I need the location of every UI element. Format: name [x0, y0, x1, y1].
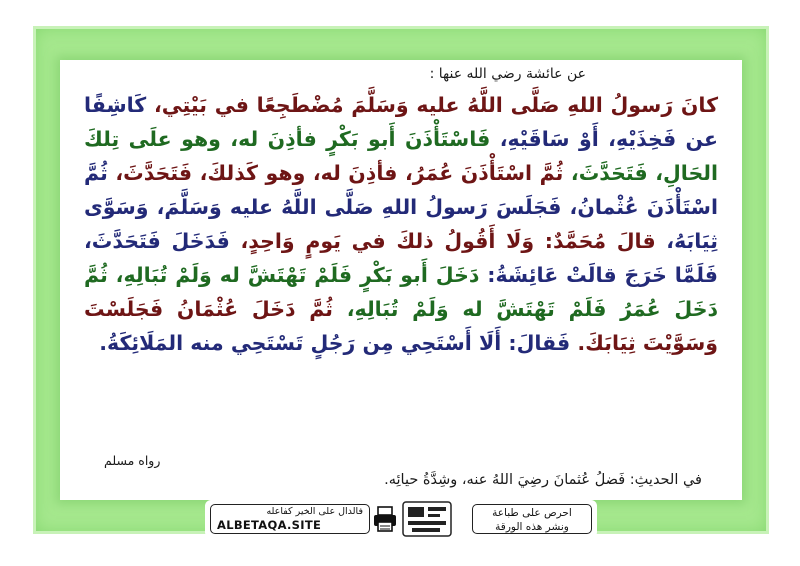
- narrator-label: رواه مسلم: [104, 453, 161, 468]
- content-panel: [60, 60, 742, 500]
- printer-icon: [372, 505, 398, 533]
- dawa-logo: [402, 501, 452, 537]
- hadith-segment: ثُمَّ دَخَلَ عُثْمَانُ فَجَلَسْتَ وَسَوَّيْتَ ثِيَابَكَ.: [84, 297, 718, 355]
- hadith-segment: قالَ مُحَمَّدٌ: وَلَا أَقُولُ ذلكَ في يَومٍ وَاحِدٍ،: [229, 229, 656, 253]
- footer-site-box: [210, 504, 370, 534]
- print-notice-line-2: ونشر هذه الورقة: [495, 521, 569, 533]
- hadith-segment: فَاسْتَأْذَنَ أَبو بَكْرٍ فأذِنَ له، وهو علَى تِلكَ الحَالِ، فَتَحَدَّثَ،: [84, 127, 719, 185]
- hadith-segment: فَدَخَلَ فَتَحَدَّثَ، فَلَمَّا خَرَجَ قالَتْ عَائِشَةُ:: [84, 229, 718, 287]
- hadith-segment: فَقالَ: أَلَا أَسْتَحِي مِن رَجُلٍ تَسْتَحِي منه المَلَائِكَةُ.: [99, 331, 571, 355]
- hadith-segment: كَاشِفًا عن فَخِذَيْهِ، أَوْ سَاقَيْهِ،: [84, 93, 718, 151]
- footer-print-notice: [472, 504, 592, 534]
- hadith-segment: ثُمَّ اسْتَأْذَنَ عُمَرُ، فأذِنَ له، وهو كَذلكَ، فَتَحَدَّثَ،: [107, 161, 564, 185]
- hadith-lesson: في الحديثِ: فَضلُ عُثمانَ رضِيَ اللهُ عنه، وشِدَّةُ حيائِه.: [384, 472, 702, 488]
- print-notice-line-1: احرص على طباعة: [492, 507, 572, 519]
- hadith-source-line: عن عائشة رضي الله عنها :: [429, 66, 586, 82]
- hadith-segment: كانَ رَسولُ اللهِ صَلَّى اللَّهُ عليه وَسَلَّمَ مُضْطَجِعًا في بَيْتِي،: [146, 93, 718, 117]
- hadith-segment: دَخَلَ أَبو بَكْرٍ فَلَمْ تَهْتَشَّ له وَلَمْ تُبَالِهِ، ثُمَّ دَخَلَ عُمَرُ فَلَمْ تَهْتَشَّ له وَلَمْ تُبَالِهِ،: [84, 263, 718, 321]
- footer-motto: فالدال على الخير كفاعله: [266, 506, 363, 517]
- hadith-segment: ثُمَّ اسْتَأْذَنَ عُثْمانُ، فَجَلَسَ رَسولُ اللهِ صَلَّى اللَّهُ عليه وَسَلَّمَ، وَسَوَّى ثِيَابَهُ،: [84, 161, 718, 253]
- hadith-text: [84, 88, 718, 360]
- site-link[interactable]: ALBETAQA.SITE: [217, 518, 322, 532]
